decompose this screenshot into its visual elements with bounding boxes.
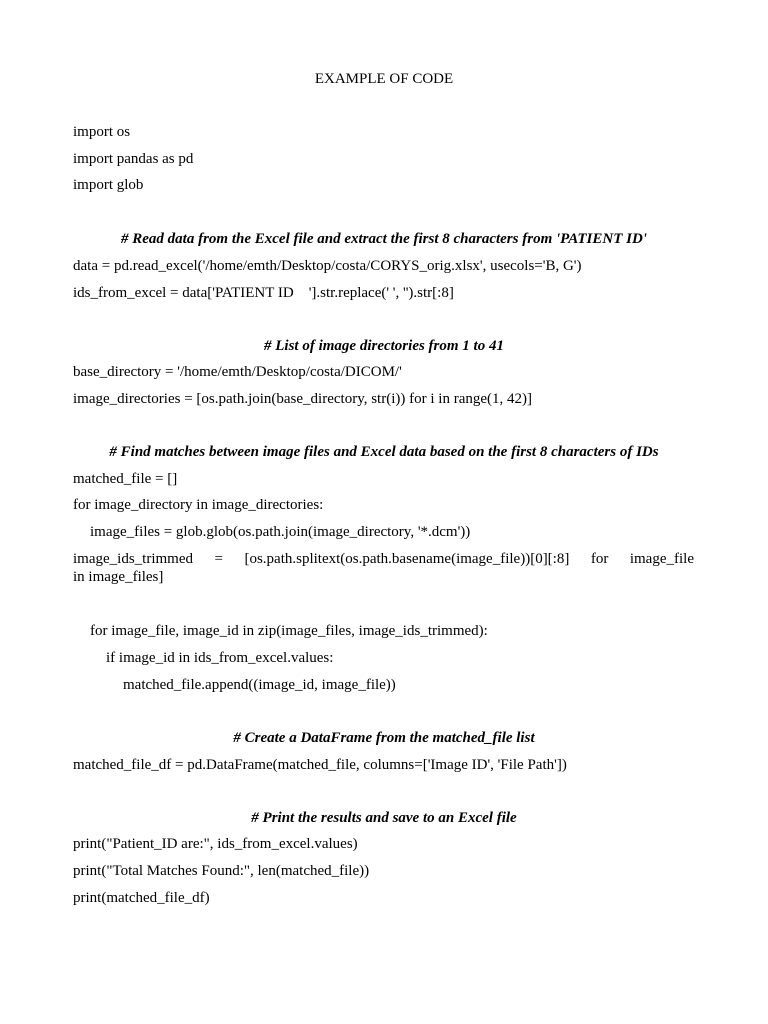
code-line-image-files: image_files = glob.glob(os.path.join(image_directory, '*.dcm')) (90, 524, 471, 540)
code-line-if-image-id: if image_id in ids_from_excel.values: (106, 650, 334, 666)
comment-list-directories: # List of image directories from 1 to 41 (264, 338, 504, 354)
comment-print-results: # Print the results and save to an Excel file (251, 810, 517, 826)
code-line-import-glob: import glob (73, 177, 144, 193)
code-line-for-zip: for image_file, image_id in zip(image_files, image_ids_trimmed): (90, 623, 488, 639)
code-line-for-image-directory: for image_directory in image_directories: (73, 497, 324, 513)
code-line-image-directories: image_directories = [os.path.join(base_directory, str(i)) for i in range(1, 42)] (73, 391, 532, 407)
code-line-base-directory: base_directory = '/home/emth/Desktop/costa/DICOM/' (73, 364, 402, 380)
code-line-print-patient-id: print("Patient_ID are:", ids_from_excel.values) (73, 836, 358, 852)
comment-read-data: # Read data from the Excel file and extract the first 8 characters from 'PATIENT ID' (121, 231, 647, 247)
code-line-ids-from-excel: ids_from_excel = data['PATIENT ID '].str.replace(' ', '').str[:8] (73, 285, 454, 301)
code-line-import-os: import os (73, 124, 131, 140)
code-line-print-df: print(matched_file_df) (73, 890, 210, 906)
code-line-image-ids-trimmed: image_ids_trimmed = [os.path.splitext(os.path.basename(image_file))[0][:8] for image_file (73, 551, 694, 567)
code-line-print-total-matches: print("Total Matches Found:", len(matched_file)) (73, 863, 370, 879)
code-line-matched-file-init: matched_file = [] (73, 471, 178, 487)
comment-create-dataframe: # Create a DataFrame from the matched_file list (233, 730, 535, 746)
code-line-matched-file-df: matched_file_df = pd.DataFrame(matched_file, columns=['Image ID', 'File Path']) (73, 757, 567, 773)
comment-find-matches: # Find matches between image files and Excel data based on the first 8 characters of IDs (109, 444, 659, 460)
page-title: EXAMPLE OF CODE (314, 71, 454, 87)
code-line-import-pandas: import pandas as pd (73, 151, 194, 167)
code-line-append: matched_file.append((image_id, image_file)) (123, 677, 396, 693)
code-line-read-excel: data = pd.read_excel('/home/emth/Desktop/costa/CORYS_orig.xlsx', usecols='B, G') (73, 258, 582, 274)
code-line-image-ids-trimmed-cont: in image_files] (73, 569, 164, 585)
